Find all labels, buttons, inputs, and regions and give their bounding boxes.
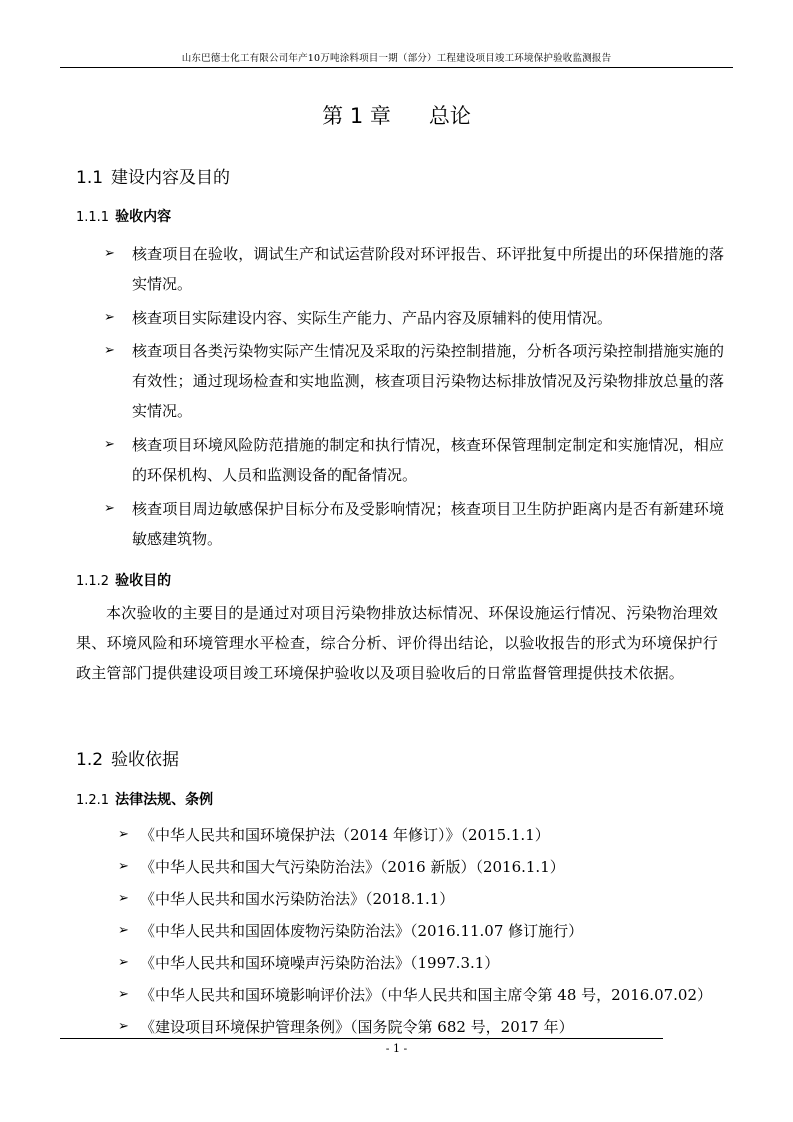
section-number: 1.1.2 — [76, 574, 110, 589]
section-1-1-1-heading — [76, 206, 171, 226]
list-item — [104, 303, 724, 333]
list-item — [118, 1015, 738, 1039]
arrow-bullet-icon: ➢ — [118, 859, 129, 874]
list-item — [118, 919, 738, 943]
arrow-bullet-icon: ➢ — [104, 437, 115, 452]
list-item — [104, 430, 724, 490]
arrow-bullet-icon: ➢ — [118, 891, 129, 906]
section-title: 建设内容及目的 — [111, 168, 231, 188]
list-item-text: 核查项目各类污染物实际产生情况及采取的污染控制措施，分析各项污染控制措施实施的有效性；通过现场检查和实地监测，核查项目污染物达标排放情况及污染物排放总量的落实情况。 — [132, 342, 724, 420]
section-number: 1.2.1 — [76, 793, 110, 808]
list-item — [104, 239, 724, 299]
list-item — [104, 336, 724, 426]
page-number: - 1 - — [385, 1042, 408, 1055]
arrow-bullet-icon: ➢ — [104, 501, 115, 516]
chapter-name: 总论 — [428, 104, 471, 128]
list-item — [118, 951, 738, 975]
section-title: 法律法规、条例 — [115, 792, 214, 808]
section-number: 1.2 — [76, 750, 104, 770]
list-item-text: 《中华人民共和国水污染防治法》（2018.1.1） — [140, 890, 455, 908]
arrow-bullet-icon: ➢ — [104, 246, 115, 261]
list-item-text: 《中华人民共和国固体废物污染防治法》（2016.11.07 修订施行） — [140, 922, 584, 940]
arrow-bullet-icon: ➢ — [104, 310, 115, 325]
list-item — [104, 494, 724, 554]
list-item-text: 《中华人民共和国环境影响评价法》（中华人民共和国主席令第 48 号，2016.07.02） — [140, 986, 713, 1004]
list-item-text: 核查项目实际建设内容、实际生产能力、产品内容及原辅料的使用情况。 — [132, 309, 613, 327]
running-header: 山东巴德士化工有限公司年产10万吨涂料项目一期（部分）工程建设项目竣工环境保护验收监测报告 — [181, 53, 612, 64]
section-title: 验收目的 — [115, 573, 172, 589]
list-item-text: 《中华人民共和国大气污染防治法》（2016 新版）（2016.1.1） — [140, 858, 565, 876]
list-item — [118, 855, 738, 879]
arrow-bullet-icon: ➢ — [118, 923, 129, 938]
section-1-2-heading — [76, 745, 179, 770]
list-item-text: 《中华人民共和国环境保护法（2014 年修订）》（2015.1.1） — [140, 826, 550, 844]
list-item-text: 核查项目在验收，调试生产和试运营阶段对环评报告、环评批复中所提出的环保措施的落实情况。 — [132, 245, 724, 293]
list-item-text: 《建设项目环境保护管理条例》（国务院令第 682 号，2017 年） — [140, 1018, 574, 1036]
section-1-2-1-heading — [76, 789, 213, 809]
list-item — [118, 887, 738, 911]
section-number: 1.1 — [76, 168, 104, 188]
arrow-bullet-icon: ➢ — [118, 955, 129, 970]
arrow-bullet-icon: ➢ — [104, 343, 115, 358]
list-item-text: 《中华人民共和国环境噪声污染防治法》（1997.3.1） — [140, 954, 500, 972]
list-item — [118, 983, 738, 1007]
section-number: 1.1.1 — [76, 210, 110, 225]
section-1-1-2-heading — [76, 570, 171, 590]
body-paragraph: 本次验收的主要目的是通过对项目污染物排放达标情况、环保设施运行情况、污染物治理效果、环境风险和环境管理水平检查，综合分析、评价得出结论，以验收报告的形式为环境保护行政主管部门提供建设项目竣工环境保护验收以及项目验收后的日常监督管理提供技术依据。 — [76, 604, 718, 682]
list-item-text: 核查项目周边敏感保护目标分布及受影响情况；核查项目卫生防护距离内是否有新建环境敏感建筑物。 — [132, 500, 724, 548]
section-title: 验收内容 — [115, 209, 172, 225]
footer-rule — [60, 1038, 663, 1039]
chapter-title — [0, 100, 793, 130]
arrow-bullet-icon: ➢ — [118, 1019, 129, 1034]
section-1-1-heading — [76, 163, 230, 188]
list-item-text: 核查项目环境风险防范措施的制定和执行情况，核查环保管理制定制定和实施情况，相应的环保机构、人员和监测设备的配备情况。 — [132, 436, 724, 484]
section-title: 验收依据 — [111, 750, 180, 770]
list-item — [118, 823, 738, 847]
arrow-bullet-icon: ➢ — [118, 827, 129, 842]
chapter-number: 第 1 章 — [322, 104, 391, 128]
arrow-bullet-icon: ➢ — [118, 987, 129, 1002]
header-rule — [60, 67, 733, 68]
